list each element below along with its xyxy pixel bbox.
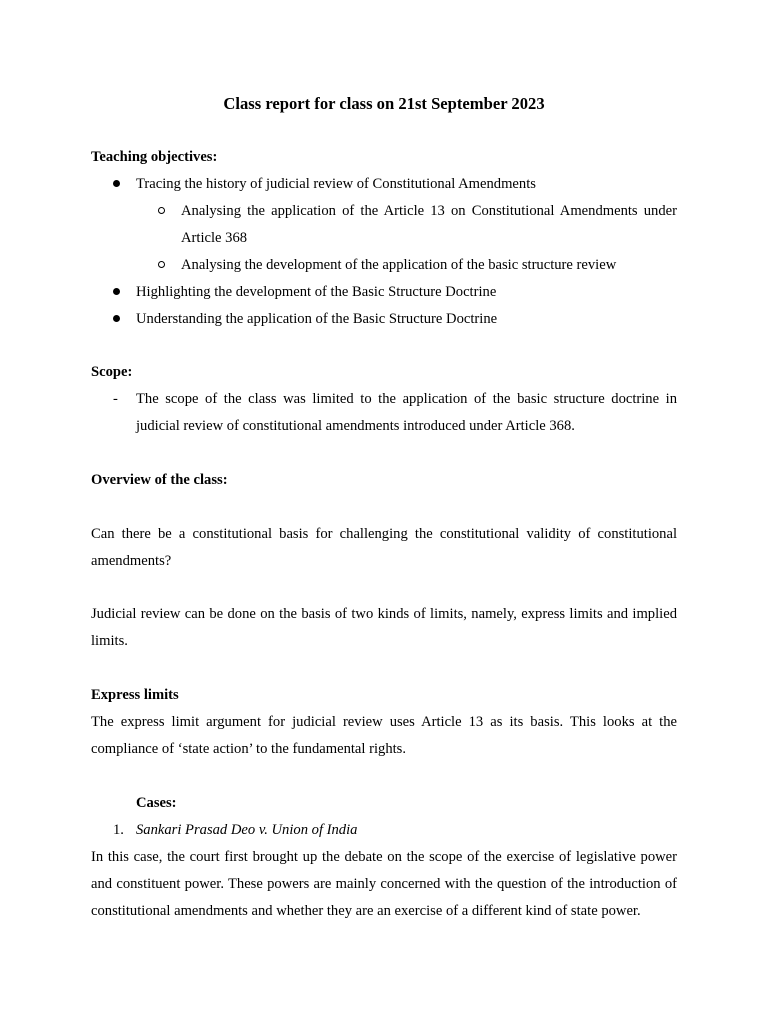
- cases-heading: Cases:: [136, 795, 177, 811]
- cases-section: [91, 790, 677, 925]
- list-item: Highlighting the development of the Basic Structure Doctrine: [91, 279, 677, 306]
- teaching-objectives-heading: Teaching objectives:: [91, 149, 218, 165]
- list-item: [91, 817, 677, 844]
- document-page: [91, 90, 677, 925]
- bullet-dot-icon: [113, 171, 133, 198]
- bullet-circle-icon: [158, 252, 178, 279]
- overview-heading: Overview of the class:: [91, 472, 228, 488]
- scope-heading: Scope:: [91, 364, 133, 380]
- dash-marker: -: [113, 391, 118, 407]
- scope-item: [91, 386, 677, 440]
- page-title: Class report for class on 21st September 2023: [223, 94, 545, 113]
- case-paragraph: In this case, the court first brought up the debate on the scope of the exercise of legislative power and constituent power. These powers are mainly concerned with the question of the introduction of constitutional amendments and whether they are an exercise of a different kind of state power.: [91, 849, 677, 919]
- bullet-circle-icon: [158, 198, 178, 225]
- scope-text: The scope of the class was limited to the application of the basic structure doctrine in judicial review of constitutional amendments introduced under Article 368.: [136, 391, 677, 434]
- case-name: Sankari Prasad Deo v. Union of India: [136, 822, 358, 838]
- scope-section: [91, 359, 677, 440]
- express-limits-section: [91, 682, 677, 763]
- teaching-objectives-list: [91, 171, 677, 333]
- overview-paragraph: Can there be a constitutional basis for challenging the constitutional validity of constitutional amendments?: [91, 526, 677, 569]
- overview-paragraph: Judicial review can be done on the basis of two kinds of limits, namely, express limits and implied limits.: [91, 606, 677, 649]
- cases-list: [91, 817, 677, 844]
- bullet-dot-icon: [113, 306, 133, 333]
- express-limits-heading: Express limits: [91, 687, 179, 703]
- list-item: Understanding the application of the Basic Structure Doctrine: [91, 306, 677, 333]
- overview-section: [91, 467, 677, 655]
- list-item: Tracing the history of judicial review of Constitutional Amendments: [91, 171, 677, 198]
- list-item: Analysing the application of the Article 13 on Constitutional Amendments under Article 368: [91, 198, 677, 252]
- express-limits-paragraph: The express limit argument for judicial review uses Article 13 as its basis. This looks at the compliance of ‘state action’ to the fundamental rights.: [91, 714, 677, 757]
- bullet-dot-icon: [113, 279, 133, 306]
- case-number: 1.: [113, 822, 124, 838]
- teaching-objectives-section: [91, 144, 677, 333]
- list-item: Analysing the development of the application of the basic structure review: [91, 252, 677, 279]
